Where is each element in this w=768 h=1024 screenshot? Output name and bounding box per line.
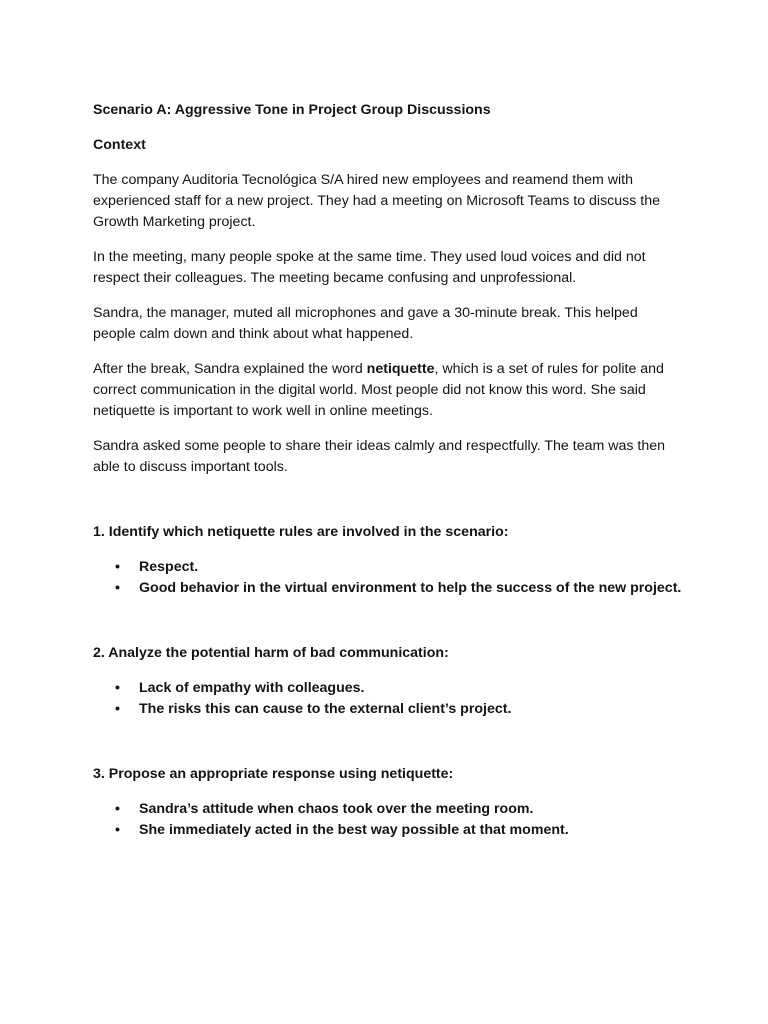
question-block-3 — [93, 764, 683, 841]
context-heading: Context — [93, 137, 146, 153]
list-item — [93, 578, 683, 599]
question-heading: 1. Identify which netiquette rules are involved in the scenario: — [93, 524, 509, 540]
paragraph-text: Sandra asked some people to share their ideas calmly and respectfully. The team was then able to discuss important tools. — [93, 438, 666, 475]
list-item — [93, 678, 683, 699]
paragraph-text: , which is a set of rules for polite and correct communication in the digital world. Most people did not know this word. She said netiquette is important to work well in online meetings. — [93, 361, 664, 419]
question-heading: 2. Analyze the potential harm of bad communication: — [93, 645, 449, 661]
answer-text: Good behavior in the virtual environment to help the success of the new project. — [139, 580, 682, 596]
answer-text: She immediately acted in the best way possible at that moment. — [139, 822, 569, 838]
context-paragraph — [93, 247, 683, 289]
bullet-icon: • — [115, 580, 120, 596]
paragraph-text: After the break, Sandra explained the word — [93, 361, 367, 377]
question-block-2 — [93, 643, 683, 720]
answer-text: Lack of empathy with colleagues. — [139, 680, 365, 696]
paragraph-text: The company Auditoria Tecnológica S/A hired new employees and reamend them with experienced staff for a new project. They had a meeting on Microsoft Teams to discuss the Growth Marketing project. — [93, 172, 661, 230]
document-title: Scenario A: Aggressive Tone in Project Group Discussions — [93, 102, 491, 118]
context-paragraph — [93, 359, 683, 422]
answer-text: Sandra’s attitude when chaos took over the meeting room. — [139, 801, 534, 817]
answer-text: Respect. — [139, 559, 199, 575]
bullet-icon: • — [115, 801, 120, 817]
list-item — [93, 820, 683, 841]
context-paragraph — [93, 303, 683, 345]
answer-list — [93, 678, 683, 720]
answer-list — [93, 557, 683, 599]
context-paragraph — [93, 436, 683, 478]
document-page — [93, 100, 683, 841]
question-heading: 3. Propose an appropriate response using netiquette: — [93, 766, 454, 782]
bullet-icon: • — [115, 680, 120, 696]
context-paragraph — [93, 170, 683, 233]
list-item — [93, 799, 683, 820]
bullet-icon: • — [115, 822, 120, 838]
paragraph-text: Sandra, the manager, muted all microphones and gave a 30-minute break. This helped people calm down and think about what happened. — [93, 305, 638, 342]
list-item — [93, 699, 683, 720]
context-body — [93, 170, 683, 478]
list-item — [93, 557, 683, 578]
paragraph-text: In the meeting, many people spoke at the same time. They used loud voices and did not respect their colleagues. The meeting became confusing and unprofessional. — [93, 249, 646, 286]
bullet-icon: • — [115, 559, 120, 575]
answer-list — [93, 799, 683, 841]
question-block-1 — [93, 522, 683, 599]
answer-text: The risks this can cause to the external client’s project. — [139, 701, 512, 717]
bullet-icon: • — [115, 701, 120, 717]
bold-term: netiquette — [366, 361, 435, 377]
